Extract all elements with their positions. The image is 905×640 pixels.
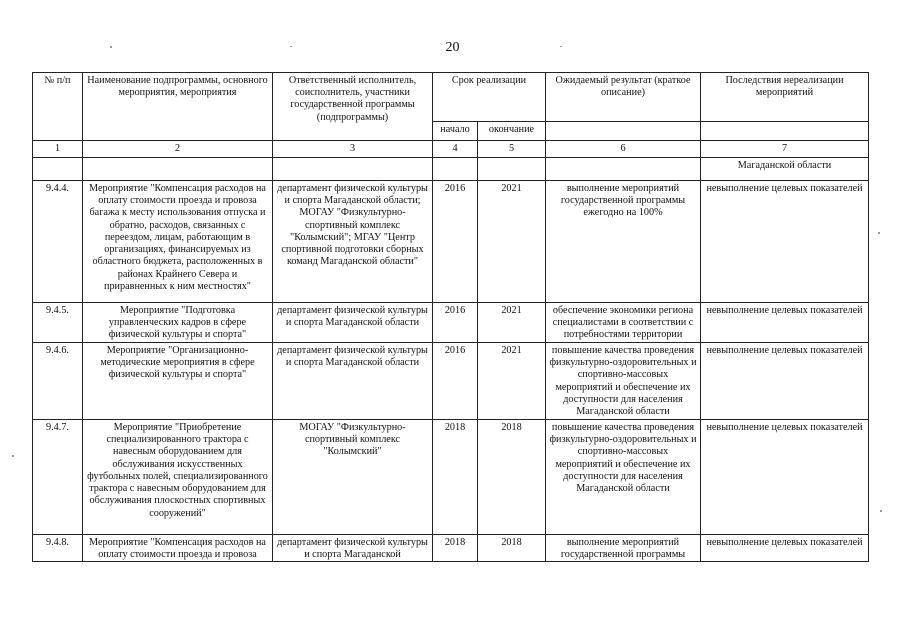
column-numbers-row (33, 141, 869, 158)
consequences: невыполнение целевых показателей (701, 303, 869, 343)
empty-cell (83, 158, 273, 181)
measure-name: Мероприятие "Приобретение специализированного трактора с навесным оборудованием для обслуживания искусственных футбольных полей, специализированного трактора с навесным оборудованием для обслуживания плоскостных спортивных сооружений" (83, 420, 273, 535)
scan-speck (110, 46, 112, 48)
row-number: 9.4.6. (33, 343, 83, 420)
empty-cell (546, 158, 701, 181)
responsible-executor: департамент физической культуры и спорта Магаданской области; МОГАУ "Физкультурно-спортивный комплекс "Колымский"; МГАУ "Центр спортивной подготовки сборных команд Магаданской области" (273, 181, 433, 303)
header-result-blank (546, 122, 701, 141)
column-number: 7 (701, 141, 869, 158)
column-number: 4 (433, 141, 478, 158)
column-number: 1 (33, 141, 83, 158)
expected-result: выполнение мероприятий государственной программы (546, 535, 701, 562)
column-number: 3 (273, 141, 433, 158)
responsible-executor: департамент физической культуры и спорта Магаданской (273, 535, 433, 562)
row-number: 9.4.8. (33, 535, 83, 562)
scan-speck (290, 46, 292, 47)
row-number: 9.4.7. (33, 420, 83, 535)
row-number: 9.4.4. (33, 181, 83, 303)
start-year: 2018 (433, 535, 478, 562)
scan-speck (880, 510, 882, 512)
page-number: 20 (445, 40, 460, 55)
scan-speck (878, 232, 880, 234)
region-continuation-row (33, 158, 869, 181)
consequences: невыполнение целевых показателей (701, 535, 869, 562)
column-number: 5 (478, 141, 546, 158)
row-number: 9.4.5. (33, 303, 83, 343)
expected-result: повышение качества проведения физкультурно-оздоровительных и спортивно-массовых мероприятий и обеспечение их доступности для населения Магаданской области (546, 343, 701, 420)
measure-name: Мероприятие "Компенсация расходов на оплату стоимости проезда и провоза (83, 535, 273, 562)
end-year: 2021 (478, 303, 546, 343)
table-row (33, 535, 869, 562)
start-year: 2018 (433, 420, 478, 535)
expected-result: повышение качества проведения физкультурно-оздоровительных и спортивно-массовых мероприятий и обеспечение их доступности для населения Магаданской области (546, 420, 701, 535)
expected-result: обеспечение экономики региона специалистами в соответствии с потребностями территории (546, 303, 701, 343)
header-period: Срок реализации (433, 73, 546, 122)
measure-name: Мероприятие "Организационно-методические мероприятия в сфере физической культуры и спорта" (83, 343, 273, 420)
end-year: 2018 (478, 420, 546, 535)
responsible-executor: МОГАУ "Физкультурно-спортивный комплекс "Колымский" (273, 420, 433, 535)
end-year: 2021 (478, 343, 546, 420)
header-consequences: Последствия нереализации мероприятий (701, 73, 869, 122)
empty-cell (273, 158, 433, 181)
header-period-start: начало (433, 122, 478, 141)
start-year: 2016 (433, 303, 478, 343)
end-year: 2018 (478, 535, 546, 562)
consequences: невыполнение целевых показателей (701, 343, 869, 420)
header-consequences-blank (701, 122, 869, 141)
table-row (33, 181, 869, 303)
consequences: невыполнение целевых показателей (701, 181, 869, 303)
expected-result: выполнение мероприятий государственной программы ежегодно на 100% (546, 181, 701, 303)
responsible-executor: департамент физической культуры и спорта Магаданской области (273, 303, 433, 343)
column-number: 2 (83, 141, 273, 158)
region-continuation-text: Магаданской области (701, 158, 869, 181)
measure-name: Мероприятие "Подготовка управленческих кадров в сфере физической культуры и спорта" (83, 303, 273, 343)
table-row (33, 343, 869, 420)
measure-name: Мероприятие "Компенсация расходов на оплату стоимости проезда и провоза багажа к месту использования отпуска и обратно, расходов, связанных с переездом, лицам, работающим в организациях, финансируемых из областного бюджета, расположенных в районах Крайнего Севера и приравненных к ним местностях" (83, 181, 273, 303)
end-year: 2021 (478, 181, 546, 303)
program-measures-table (32, 72, 869, 562)
header-period-end: окончание (478, 122, 546, 141)
header-responsible: Ответственный исполнитель, соисполнитель, участники государственной программы (подпрограммы) (273, 73, 433, 141)
empty-cell (433, 158, 478, 181)
table-row (33, 303, 869, 343)
scan-speck (560, 46, 562, 47)
empty-cell (33, 158, 83, 181)
header-num: № п/п (33, 73, 83, 141)
responsible-executor: департамент физической культуры и спорта Магаданской области (273, 343, 433, 420)
empty-cell (478, 158, 546, 181)
scan-speck (12, 455, 14, 457)
consequences: невыполнение целевых показателей (701, 420, 869, 535)
header-name: Наименование подпрограммы, основного мероприятия, мероприятия (83, 73, 273, 141)
table-row (33, 420, 869, 535)
start-year: 2016 (433, 181, 478, 303)
start-year: 2016 (433, 343, 478, 420)
header-result: Ожидаемый результат (краткое описание) (546, 73, 701, 122)
column-number: 6 (546, 141, 701, 158)
